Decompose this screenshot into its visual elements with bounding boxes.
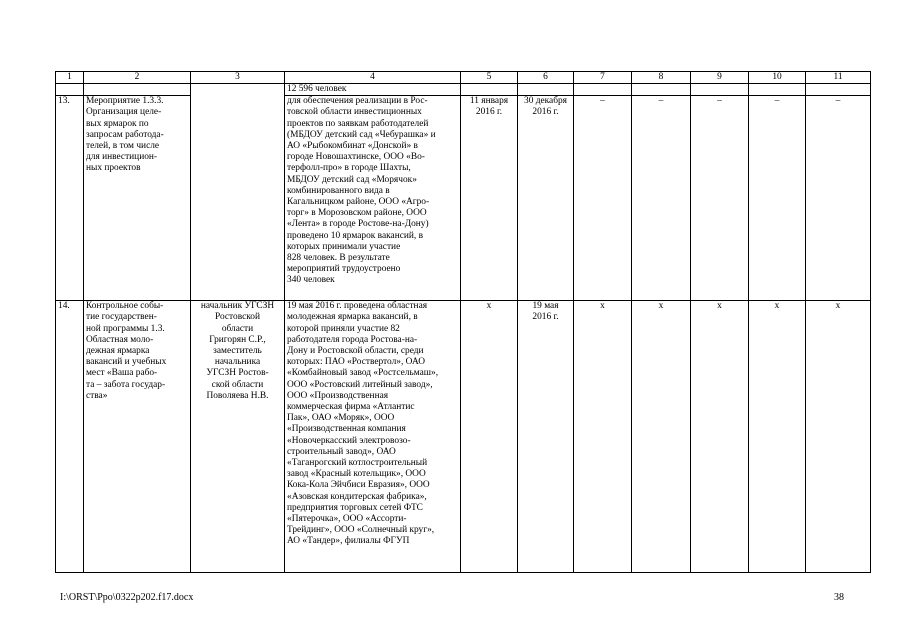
header-cell: 11 <box>806 72 871 84</box>
table-cell: х <box>691 301 749 573</box>
header-cell: 2 <box>84 72 191 84</box>
table-cell: х <box>632 301 691 573</box>
header-cell: 1 <box>56 72 84 84</box>
table-cell: – <box>632 96 691 301</box>
continuation-row <box>56 84 871 96</box>
table-cell: х <box>749 301 806 573</box>
start-date-cell: 11 января 2016 г. <box>461 96 518 301</box>
table-cell <box>574 84 632 96</box>
header-cell: 9 <box>691 72 749 84</box>
table-cell: х <box>574 301 632 573</box>
table-cell: – <box>806 96 871 301</box>
event-cell: Мероприятие 1.3.3. Организация целе- вых ярмарок по запросам работода- телей, в том числе для инвестицион- ных проектов <box>84 96 191 301</box>
row-number-cell: 13. <box>56 96 84 301</box>
end-date-cell: 19 мая 2016 г. <box>518 301 574 573</box>
event-cell: Контрольное собы- тие государствен- ной программы 1.3. Областная моло- дежная ярмарка вакансий и учебных мест «Ваша рабо- та – забота государ- ства» <box>84 301 191 573</box>
table-cell: – <box>691 96 749 301</box>
report-table <box>55 71 871 573</box>
table-cell <box>191 84 285 301</box>
result-cell: 19 мая 2016 г. проведена областная молодежная ярмарка вакансий, в которой приняли участие 82 работодателя города Ростова-на- Дону и Ростовской области, среди которых: ПАО «Роствертол», ОАО «Комбайновый завод «Ростсельмаш», ООО «Ростовский литейный завод», ООО «Производственная коммерческая фирма «Атлантис Пак», ОАО «Моряк», ООО «Производственная компания «Новочеркасский электровозо- строительный завод», ОАО «Таганрогский котлостроительный завод «Красный котельщик», ООО Кока-Кола Эйчбиси Евразия», ООО «Азовская кондитерская фабрика», предприятия торговых сетей ФТС «Пятерочка», ООО «Ассорти- Трейдинг», ООО «Солнечный круг», АО «Тандер», филиалы ФГУП <box>285 301 461 573</box>
table-cell: х <box>806 301 871 573</box>
start-date-cell: х <box>461 301 518 573</box>
table-cell <box>632 84 691 96</box>
table-cell <box>806 84 871 96</box>
header-cell: 4 <box>285 72 461 84</box>
footer-file-path: I:\ORST\Ppo\0322p202.f17.docx <box>60 592 194 603</box>
row-number-cell: 14. <box>56 301 84 573</box>
table-row <box>56 301 871 573</box>
page-number: 38 <box>834 592 844 603</box>
header-row <box>56 72 871 84</box>
table-cell <box>691 84 749 96</box>
responsible-cell: начальник УГСЗН Ростовской области Григорян С.Р., заместитель начальника УГСЗН Ростов- ской области Поволяева Н.В. <box>191 301 285 573</box>
header-cell: 6 <box>518 72 574 84</box>
table-cell <box>56 84 84 96</box>
end-date-cell: 30 декабря 2016 г. <box>518 96 574 301</box>
table-cell <box>461 84 518 96</box>
result-continuation-cell: 12 596 человек <box>285 84 461 96</box>
table-cell <box>749 84 806 96</box>
header-cell: 3 <box>191 72 285 84</box>
table-row <box>56 96 871 301</box>
header-cell: 7 <box>574 72 632 84</box>
table-cell <box>518 84 574 96</box>
header-cell: 5 <box>461 72 518 84</box>
table-cell <box>84 84 191 96</box>
table-cell: – <box>749 96 806 301</box>
table-cell: – <box>574 96 632 301</box>
header-cell: 8 <box>632 72 691 84</box>
header-cell: 10 <box>749 72 806 84</box>
result-cell: для обеспечения реализации в Рос- товской области инвестиционных проектов по заявкам работодателей (МБДОУ детский сад «Чебурашка» и АО «Рыбокомбинат «Донской» в городе Новошахтинске, ООО «Во- терфолл-про» в городе Шахты, МБДОУ детский сад «Морячок» комбинированного вида в Кагальницком районе, ООО «Агро- торг» в Морозовском районе, ООО «Лента» в городе Ростове-на-Дону) проведено 10 ярмарок вакансий, в которых принимали участие 828 человек. В результате мероприятий трудоустроено 340 человек <box>285 96 461 301</box>
